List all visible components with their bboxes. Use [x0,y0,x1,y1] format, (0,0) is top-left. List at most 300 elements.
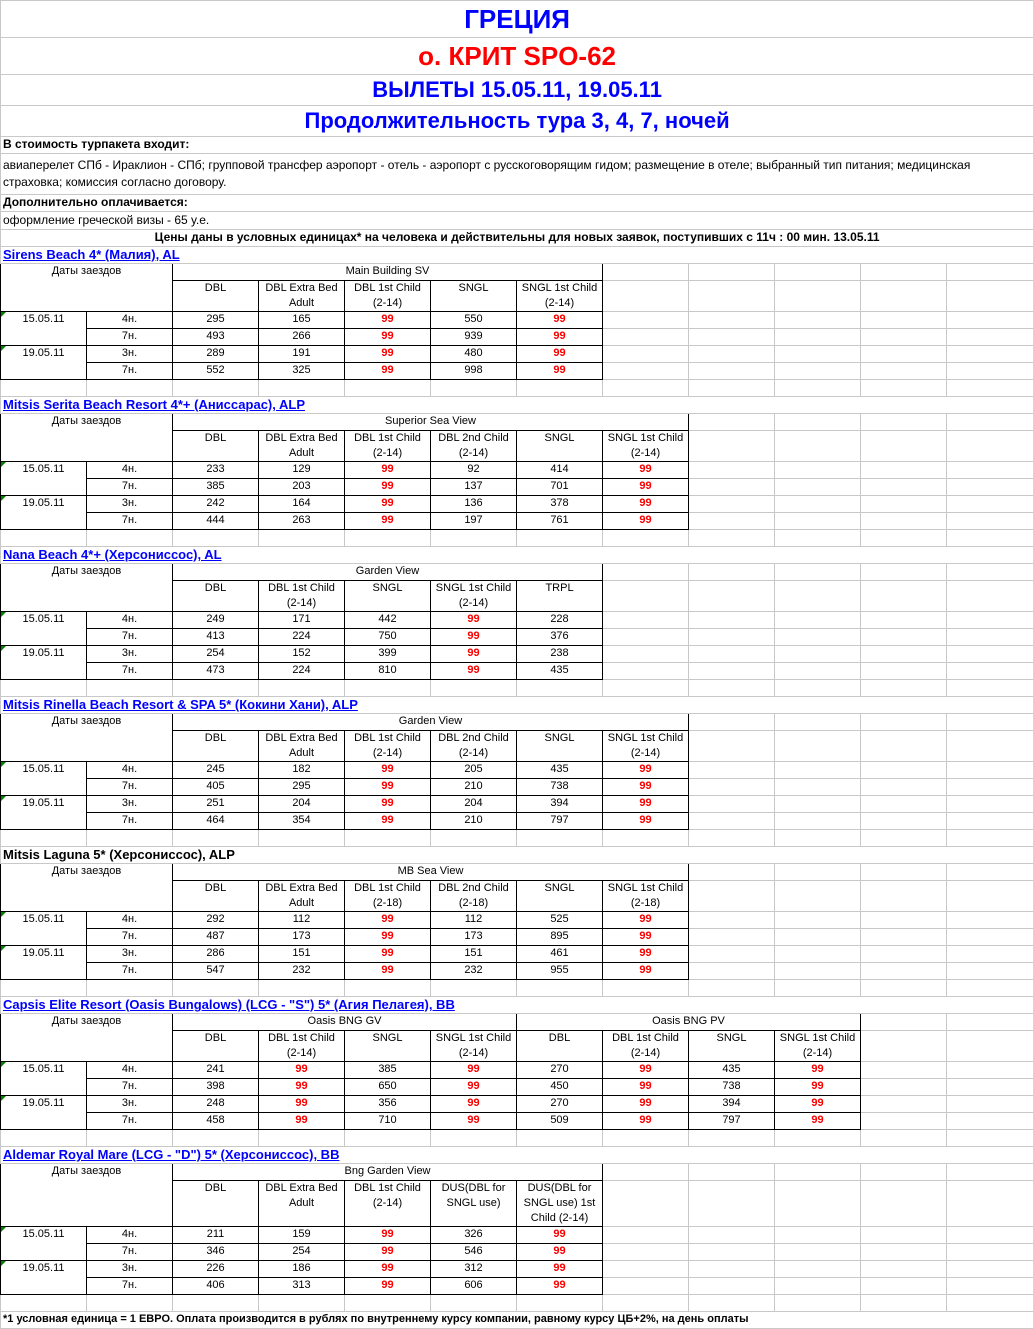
empty-cell [259,1295,345,1312]
price-cell: 112 [431,912,517,929]
empty-cell [775,1295,861,1312]
empty-cell [603,1261,689,1278]
empty-cell [517,1130,603,1147]
empty-cell [775,462,861,479]
empty-cell [345,1295,431,1312]
empty-cell [947,1130,1033,1147]
room-type-header: Garden View [173,714,689,731]
empty-cell [861,479,947,496]
empty-cell [861,564,947,581]
empty-cell [775,1244,861,1261]
empty-cell [603,380,689,397]
table-row [1,779,1033,796]
room-type-header: Main Building SV [173,264,603,281]
price-cell: 164 [259,496,345,513]
empty-cell [947,864,1033,881]
empty-cell [517,530,603,547]
table-row [1,663,1033,680]
price-cell: 182 [259,762,345,779]
price-cell: 99 [431,1062,517,1079]
column-header: TRPL [517,581,603,612]
nights: 3н. [87,1261,173,1278]
arrival-date: 15.05.11 [1,912,87,946]
empty-cell [947,1079,1033,1096]
price-cell: 385 [173,479,259,496]
price-cell: 204 [431,796,517,813]
empty-cell [947,646,1033,663]
price-cell: 266 [259,329,345,346]
nights: 7н. [87,479,173,496]
hotel-name[interactable]: Aldemar Royal Mare (LCG - "D") 5* (Херсониссос), BB [1,1147,1033,1164]
empty-cell [603,1130,689,1147]
price-cell: 99 [345,1278,431,1295]
empty-cell [689,363,775,380]
empty-cell [947,680,1033,697]
price-cell: 998 [431,363,517,380]
empty-cell [861,264,947,281]
price-cell: 173 [259,929,345,946]
empty-cell [861,929,947,946]
table-row [1,912,1033,929]
price-cell: 378 [517,496,603,513]
price-cell: 99 [775,1113,861,1130]
column-header: DBL 1st Child (2-14) [345,281,431,312]
price-cell: 204 [259,796,345,813]
empty-cell [947,462,1033,479]
price-cell: 458 [173,1113,259,1130]
price-cell: 173 [431,929,517,946]
price-cell: 99 [603,963,689,980]
column-header: SNGL 1st Child (2-14) [775,1031,861,1062]
empty-cell [861,312,947,329]
empty-cell [689,1227,775,1244]
empty-cell [861,1130,947,1147]
price-cell: 487 [173,929,259,946]
table-row [1,796,1033,813]
column-header: DBL 1st Child (2-14) [345,1181,431,1227]
empty-cell [775,646,861,663]
empty-cell [947,346,1033,363]
nights: 7н. [87,329,173,346]
empty-cell [259,830,345,847]
empty-cell [861,881,947,912]
empty-cell [861,680,947,697]
empty-cell [259,1130,345,1147]
empty-cell [689,431,775,462]
hotel-name[interactable]: Sirens Beach 4* (Малия), AL [1,247,1033,264]
empty-cell [517,830,603,847]
empty-cell [861,629,947,646]
table-row [1,929,1033,946]
price-cell: 99 [345,363,431,380]
empty-cell [861,714,947,731]
empty-cell [947,980,1033,997]
hotel-name[interactable]: Nana Beach 4*+ (Херсониссос), AL [1,547,1033,564]
nights: 7н. [87,1079,173,1096]
nights: 3н. [87,1096,173,1113]
price-cell: 203 [259,479,345,496]
empty-cell [1,980,87,997]
table-row [1,1278,1033,1295]
empty-cell [603,680,689,697]
price-cell: 211 [173,1227,259,1244]
arrival-date: 19.05.11 [1,496,87,530]
empty-cell [689,1130,775,1147]
empty-cell [603,1181,689,1227]
empty-cell [947,1261,1033,1278]
empty-cell [947,581,1033,612]
nights: 4н. [87,462,173,479]
empty-cell [775,963,861,980]
price-cell: 99 [517,1244,603,1261]
nights: 4н. [87,612,173,629]
empty-cell [689,329,775,346]
price-cell: 99 [345,946,431,963]
price-cell: 270 [517,1062,603,1079]
nights: 4н. [87,762,173,779]
column-header: DBL 1st Child (2-14) [345,431,431,462]
empty-cell [345,1130,431,1147]
empty-cell [689,796,775,813]
price-cell: 326 [431,1227,517,1244]
arrival-date: 15.05.11 [1,1227,87,1261]
price-cell: 112 [259,912,345,929]
empty-cell [689,564,775,581]
column-header: DBL 1st Child (2-14) [603,1031,689,1062]
nights: 4н. [87,312,173,329]
price-cell: 99 [603,462,689,479]
price-cell: 442 [345,612,431,629]
empty-cell [947,779,1033,796]
price-cell: 99 [517,1227,603,1244]
empty-cell [861,1278,947,1295]
empty-cell [861,1113,947,1130]
empty-cell [947,813,1033,830]
empty-cell [603,329,689,346]
page-title: ГРЕЦИЯ [1,1,1033,38]
price-cell: 312 [431,1261,517,1278]
price-cell: 797 [689,1113,775,1130]
empty-cell [861,346,947,363]
price-cell: 292 [173,912,259,929]
empty-cell [517,980,603,997]
empty-cell [603,1295,689,1312]
price-cell: 99 [345,479,431,496]
empty-cell [603,1278,689,1295]
price-cell: 270 [517,1096,603,1113]
empty-cell [431,830,517,847]
price-cell: 210 [431,813,517,830]
empty-cell [775,479,861,496]
empty-cell [775,980,861,997]
price-cell: 99 [259,1096,345,1113]
table-row [1,1062,1033,1079]
price-cell: 99 [345,346,431,363]
empty-cell [861,1079,947,1096]
duration: Продолжительность тура 3, 4, 7, ночей [1,106,1033,137]
hotel-name[interactable]: Mitsis Serita Beach Resort 4*+ (Аниссарас), ALP [1,397,1033,414]
empty-cell [947,612,1033,629]
price-cell: 92 [431,462,517,479]
empty-cell [173,380,259,397]
price-cell: 232 [431,963,517,980]
arrival-date: 19.05.11 [1,646,87,680]
empty-cell [861,513,947,530]
hotel-name: Mitsis Laguna 5* (Херсониссос), ALP [1,847,1033,864]
empty-cell [689,346,775,363]
nights: 7н. [87,363,173,380]
price-cell: 99 [775,1062,861,1079]
price-cell: 547 [173,963,259,980]
empty-cell [775,796,861,813]
column-header: DBL 1st Child (2-14) [345,731,431,762]
empty-cell [775,912,861,929]
empty-cell [689,830,775,847]
hotel-name[interactable]: Capsis Elite Resort (Oasis Bungalows) (LCG - "S") 5* (Агия Пелагея), BB [1,997,1033,1014]
empty-cell [775,1278,861,1295]
empty-cell [689,881,775,912]
nights: 3н. [87,946,173,963]
empty-cell [87,1295,173,1312]
empty-cell [431,530,517,547]
empty-cell [775,813,861,830]
price-cell: 480 [431,346,517,363]
empty-cell [947,1113,1033,1130]
price-cell: 325 [259,363,345,380]
nights: 3н. [87,796,173,813]
column-header: SNGL [431,281,517,312]
price-cell: 955 [517,963,603,980]
arrival-date: 19.05.11 [1,1096,87,1130]
table-row [1,513,1033,530]
empty-cell [1,1295,87,1312]
price-cell: 241 [173,1062,259,1079]
price-cell: 137 [431,479,517,496]
empty-cell [947,881,1033,912]
nights: 7н. [87,779,173,796]
price-cell: 99 [345,513,431,530]
price-cell: 99 [431,663,517,680]
hotel-name[interactable]: Mitsis Rinella Beach Resort & SPA 5* (Кокини Хани), ALP [1,697,1033,714]
empty-cell [861,281,947,312]
price-cell: 99 [431,646,517,663]
arrival-date: 19.05.11 [1,796,87,830]
empty-cell [689,714,775,731]
table-row [1,963,1033,980]
room-type-header: Oasis BNG GV [173,1014,517,1031]
empty-cell [775,380,861,397]
column-header: DBL Extra Bed Adult [259,881,345,912]
column-header: DUS(DBL for SNGL use) [431,1181,517,1227]
price-cell: 99 [603,1096,689,1113]
column-header: SNGL [517,431,603,462]
empty-cell [689,479,775,496]
empty-cell [775,881,861,912]
price-cell: 242 [173,496,259,513]
empty-cell [775,779,861,796]
empty-cell [689,513,775,530]
empty-cell [775,496,861,513]
empty-cell [861,363,947,380]
empty-cell [1,680,87,697]
price-cell: 226 [173,1261,259,1278]
empty-cell [861,646,947,663]
price-cell: 354 [259,813,345,830]
table-row [1,363,1033,380]
empty-cell [947,1295,1033,1312]
column-header: SNGL 1st Child (2-14) [603,431,689,462]
price-cell: 99 [345,329,431,346]
empty-cell [947,796,1033,813]
empty-cell [689,1164,775,1181]
empty-cell [431,380,517,397]
price-cell: 99 [603,779,689,796]
price-cell: 99 [345,813,431,830]
empty-cell [517,1295,603,1312]
extra-text: оформление греческой визы - 65 у.е. [1,212,1033,230]
column-header: DBL 2nd Child (2-18) [431,881,517,912]
table-row [1,346,1033,363]
table-row [1,946,1033,963]
dates-header: Даты заездов [1,1014,173,1062]
price-cell: 550 [431,312,517,329]
price-cell: 464 [173,813,259,830]
price-cell: 99 [431,1079,517,1096]
price-cell: 99 [603,946,689,963]
empty-cell [861,796,947,813]
price-cell: 99 [345,312,431,329]
empty-cell [431,1130,517,1147]
included-label: В стоимость турпакета входит: [1,137,1033,154]
price-cell: 406 [173,1278,259,1295]
price-cell: 197 [431,513,517,530]
price-cell: 245 [173,762,259,779]
empty-cell [861,1227,947,1244]
price-cell: 99 [517,1278,603,1295]
empty-cell [861,380,947,397]
price-cell: 99 [345,1227,431,1244]
price-cell: 249 [173,612,259,629]
price-cell: 413 [173,629,259,646]
empty-cell [775,731,861,762]
empty-cell [775,581,861,612]
price-cell: 99 [431,629,517,646]
price-cell: 186 [259,1261,345,1278]
empty-cell [775,1164,861,1181]
empty-cell [861,1295,947,1312]
empty-cell [775,329,861,346]
empty-cell [861,731,947,762]
empty-cell [689,612,775,629]
empty-cell [861,414,947,431]
empty-cell [947,329,1033,346]
price-cell: 99 [775,1079,861,1096]
empty-cell [689,929,775,946]
price-cell: 99 [259,1113,345,1130]
empty-cell [1,830,87,847]
empty-cell [947,830,1033,847]
column-header: DBL Extra Bed Adult [259,731,345,762]
empty-cell [861,912,947,929]
empty-cell [775,830,861,847]
room-type-header: Oasis BNG PV [517,1014,861,1031]
price-cell: 473 [173,663,259,680]
empty-cell [775,363,861,380]
departures: ВЫЛЕТЫ 15.05.11, 19.05.11 [1,75,1033,106]
price-cell: 99 [345,496,431,513]
column-header: DBL [173,731,259,762]
empty-cell [947,1278,1033,1295]
price-cell: 435 [517,762,603,779]
price-cell: 738 [517,779,603,796]
price-cell: 810 [345,663,431,680]
table-row [1,462,1033,479]
arrival-date: 15.05.11 [1,762,87,796]
empty-cell [947,1014,1033,1031]
price-cell: 606 [431,1278,517,1295]
table-row [1,1244,1033,1261]
empty-cell [87,980,173,997]
empty-cell [947,714,1033,731]
empty-cell [689,779,775,796]
column-header: SNGL 1st Child (2-18) [603,881,689,912]
empty-cell [775,346,861,363]
empty-cell [259,380,345,397]
empty-cell [173,530,259,547]
column-header: DBL 2nd Child (2-14) [431,431,517,462]
price-cell: 450 [517,1079,603,1096]
empty-cell [1,380,87,397]
empty-cell [431,1295,517,1312]
empty-cell [345,980,431,997]
empty-cell [603,312,689,329]
empty-cell [947,312,1033,329]
price-cell: 99 [431,612,517,629]
nights: 3н. [87,496,173,513]
empty-cell [861,830,947,847]
empty-cell [173,1295,259,1312]
column-header: SNGL [345,581,431,612]
column-header: SNGL 1st Child (2-14) [431,581,517,612]
price-cell: 435 [689,1062,775,1079]
empty-cell [603,980,689,997]
empty-cell [947,663,1033,680]
price-cell: 376 [517,629,603,646]
price-cell: 394 [517,796,603,813]
empty-cell [861,963,947,980]
empty-cell [345,680,431,697]
empty-cell [947,1164,1033,1181]
price-cell: 99 [345,796,431,813]
empty-cell [947,946,1033,963]
empty-cell [689,1278,775,1295]
price-cell: 99 [345,762,431,779]
price-cell: 254 [173,646,259,663]
empty-cell [603,564,689,581]
empty-cell [775,629,861,646]
dates-header: Даты заездов [1,414,173,462]
empty-cell [861,813,947,830]
empty-cell [947,1062,1033,1079]
empty-cell [431,680,517,697]
column-header: DBL [173,1031,259,1062]
price-cell: 151 [259,946,345,963]
empty-cell [861,581,947,612]
price-cell: 99 [517,329,603,346]
column-header: DBL 2nd Child (2-14) [431,731,517,762]
empty-cell [689,731,775,762]
price-cell: 99 [517,363,603,380]
